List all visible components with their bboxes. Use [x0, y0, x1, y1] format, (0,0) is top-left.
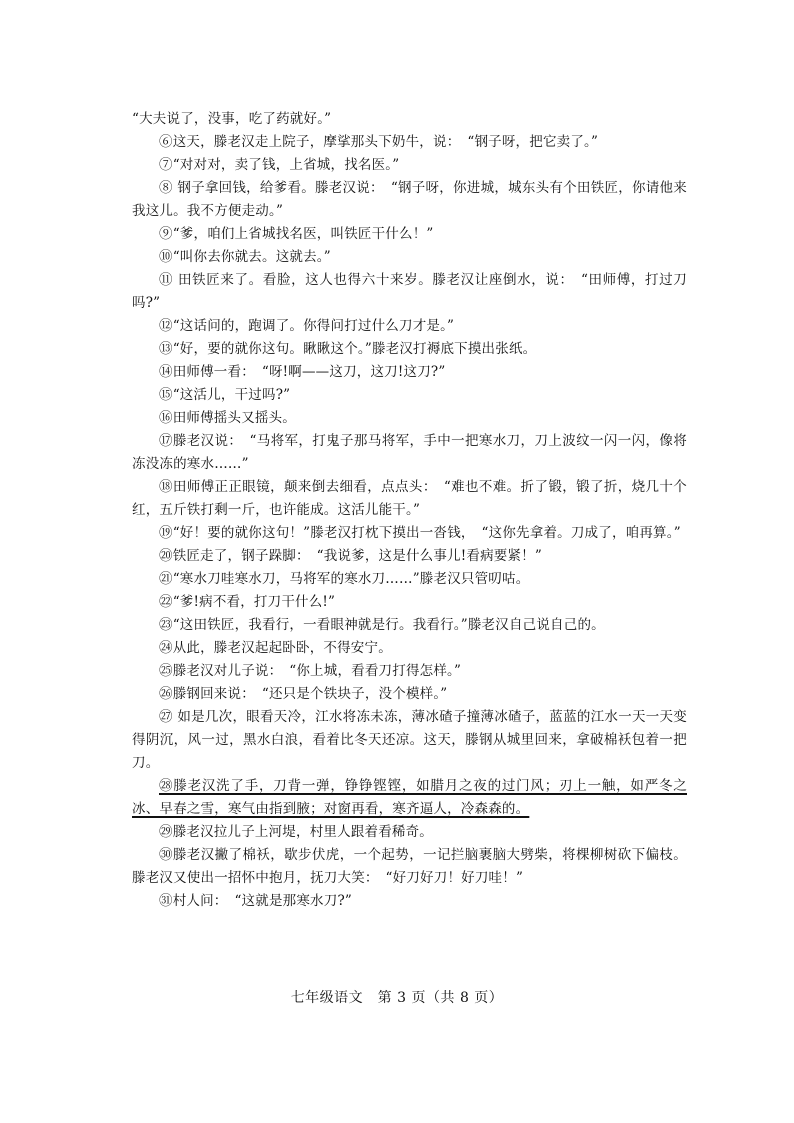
paragraph: “大夫说了，没事，吃了药就好。” — [132, 111, 332, 127]
paragraph: ㉒“爹!病不看，打刀干什么!” — [159, 594, 336, 610]
paragraph: ⑰滕老汉说： “马将军，打鬼子那马将军，手中一把寒水刀，刀上波纹一闪一闪，像将冻没冻的寒水……” — [132, 433, 687, 472]
paragraph: ⑲“好！要的就你这句！”滕老汉打枕下摸出一沓钱， “这你先拿着。刀成了，咱再算。” — [159, 525, 681, 541]
paragraph: ㉖滕钢回来说： “还只是个铁块子，没个模样。” — [159, 686, 448, 702]
paragraph: ⑯田师傅摇头又摇头。 — [159, 410, 296, 426]
paragraph: ⑬“好，要的就你这句。瞅瞅这个。”滕老汉打褥底下摸出张纸。 — [159, 341, 537, 357]
paragraph: ⑧ 钢子拿回钱，给爹看。滕老汉说： “钢子呀，你进城，城东头有个田铁匠，你请他来我这儿。我不方便走动。” — [132, 180, 687, 219]
paragraph: ㉙滕老汉拉儿子上河堤，村里人跟着看稀奇。 — [159, 824, 433, 840]
paragraph: ⑳铁匠走了，钢子跺脚： “我说爹，这是什么事儿!看病要紧！” — [159, 548, 542, 564]
paragraph: ㉑“寒水刀哇寒水刀，马将军的寒水刀……”滕老汉只管叨咕。 — [159, 571, 530, 587]
paragraph: ⑫“这话问的，跑调了。你得问打过什么刀才是。” — [159, 318, 455, 334]
page-footer: 七年级语文 第 3 页（共 8 页） — [290, 990, 504, 1006]
paragraph: ⑩“叫你去你就去。这就去。” — [159, 249, 331, 265]
paragraph: ㉔从此，滕老汉起起卧卧，不得安宁。 — [159, 640, 392, 656]
underlined-paragraph: ㉘滕老汉洗了手，刀背一弹，铮铮铿铿，如腊月之夜的过门风；刃上一触，如严冬之冰、早春之雪，寒气由指到腋；对窗再看，寒齐逼人，冷森森的。 — [132, 778, 687, 817]
paragraph: ⑪ 田铁匠来了。看脸，这人也得六十来岁。滕老汉让座倒水，说： “田师傅，打过刀吗?” — [132, 272, 687, 311]
paragraph: ㉛村人问： “这就是那寒水刀?” — [159, 893, 352, 909]
paragraph: ㉗ 如是几次，眼看天冷，江水将冻未冻，薄冰碴子撞薄冰碴子，蓝蓝的江水一天一天变得阴沉，风一过，黑水白浪，看着比冬天还凉。这天，滕钢从城里回来，拿破棉袄包着一把刀。 — [132, 709, 687, 771]
paragraph: ⑨“爹，咱们上省城找名医，叫铁匠干什么！” — [159, 226, 434, 242]
paragraph: ㉕滕老汉对儿子说： “你上城，看看刀打得怎样。” — [159, 663, 462, 679]
paragraph: ⑭田师傅一看： “呀!啊——这刀，这刀!这刀?” — [159, 364, 446, 380]
paragraph: ⑦“对对对，卖了钱，上省城，找名医。” — [159, 157, 400, 173]
paragraph: ㉚滕老汉撇了棉袄，歇步伏虎，一个起势，一记拦脑裹脑大劈柴，将棵柳树砍下偏枝。滕老汉又使出一招怀中抱月，抚刀大笑： “好刀好刀！好刀哇！” — [132, 847, 687, 886]
paragraph: ⑮“这活儿，干过吗?” — [159, 387, 291, 403]
paragraph: ㉓“这田铁匠，我看行，一看眼神就是行。我看行。”滕老汉自己说自己的。 — [159, 617, 605, 633]
paragraph: ⑱田师傅正正眼镜，颠来倒去细看，点点头： “难也不难。折了锻，锻了折，烧几十个红，五斤铁打剩一斤，也许能成。这活儿能干。” — [132, 479, 687, 518]
paragraph: ⑥这天，滕老汉走上院子，摩挲那头下奶牛，说： “钢子呀，把它卖了。” — [159, 134, 599, 150]
reading-passage — [132, 108, 687, 913]
